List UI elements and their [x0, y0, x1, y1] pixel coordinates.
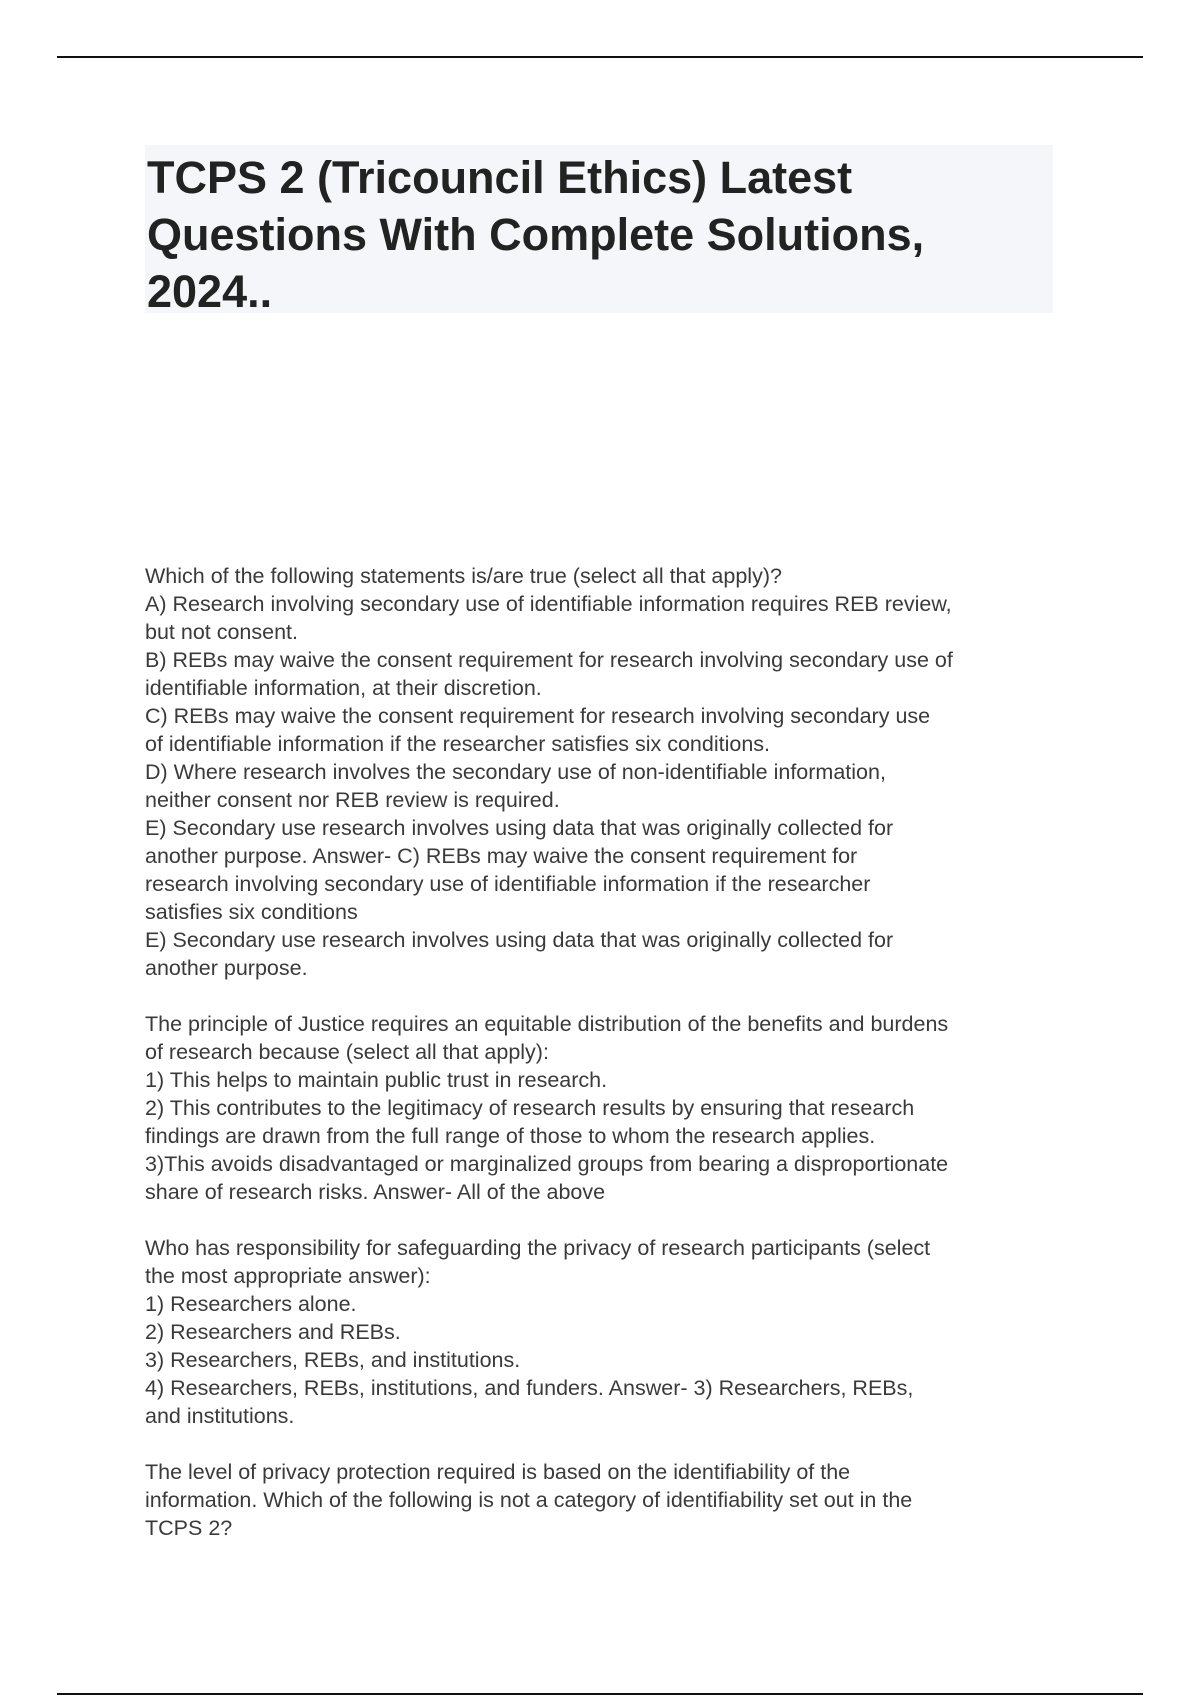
option-line: 1) This helps to maintain public trust in research. — [145, 1068, 608, 1092]
option-line: 3)This avoids disadvantaged or marginalized groups from bearing a disproportionate — [145, 1152, 949, 1176]
option-line: 2) This contributes to the legitimacy of research results by ensuring that research — [145, 1096, 915, 1120]
qa-block-secondary-use — [145, 562, 1057, 982]
answer-line: share of research risks. Answer- All of the above — [145, 1180, 606, 1204]
document-body — [145, 562, 1057, 1570]
question-text: The principle of Justice requires an equitable distribution of the benefits and burdens — [145, 1012, 949, 1036]
option-line: identifiable information, at their discretion. — [145, 676, 542, 700]
option-line: findings are drawn from the full range of those to whom the research applies. — [145, 1124, 876, 1148]
top-rule — [57, 56, 1143, 58]
question-text: The level of privacy protection required is based on the identifiability of the — [145, 1460, 851, 1484]
option-line: A) Research involving secondary use of identifiable information requires REB review, — [145, 592, 952, 616]
option-line: D) Where research involves the secondary use of non-identifiable information, — [145, 760, 886, 784]
question-text: Which of the following statements is/are true (select all that apply)? — [145, 564, 782, 588]
option-line: B) REBs may waive the consent requirement for research involving secondary use of — [145, 648, 953, 672]
answer-line: and institutions. — [145, 1404, 295, 1428]
option-line: E) Secondary use research involves using data that was originally collected for — [145, 816, 894, 840]
qa-block-identifiability — [145, 1458, 1057, 1542]
document-title — [147, 149, 1027, 320]
title-line-2: Questions With Complete Solutions, — [147, 209, 925, 260]
answer-line: E) Secondary use research involves using data that was originally collected for — [145, 928, 894, 952]
bottom-rule — [57, 1693, 1143, 1695]
qa-block-privacy-responsibility — [145, 1234, 1057, 1430]
title-line-1: TCPS 2 (Tricouncil Ethics) Latest — [147, 152, 853, 203]
question-text: the most appropriate answer): — [145, 1264, 431, 1288]
answer-line: another purpose. — [145, 956, 308, 980]
option-line: 1) Researchers alone. — [145, 1292, 357, 1316]
title-block — [145, 145, 1053, 317]
answer-line: another purpose. Answer- C) REBs may waive the consent requirement for — [145, 844, 858, 868]
question-text: TCPS 2? — [145, 1516, 233, 1540]
title-line-3: 2024.. — [147, 266, 273, 317]
qa-block-justice — [145, 1010, 1057, 1206]
option-line: neither consent nor REB review is required. — [145, 788, 560, 812]
answer-line: research involving secondary use of identifiable information if the researcher — [145, 872, 871, 896]
option-line: 2) Researchers and REBs. — [145, 1320, 401, 1344]
option-line: 3) Researchers, REBs, and institutions. — [145, 1348, 521, 1372]
answer-line: satisfies six conditions — [145, 900, 358, 924]
answer-line: 4) Researchers, REBs, institutions, and funders. Answer- 3) Researchers, REBs, — [145, 1376, 914, 1400]
option-line: but not consent. — [145, 620, 298, 644]
question-text: of research because (select all that apply): — [145, 1040, 549, 1064]
option-line: C) REBs may waive the consent requirement for research involving secondary use — [145, 704, 931, 728]
question-text: Who has responsibility for safeguarding the privacy of research participants (select — [145, 1236, 931, 1260]
question-text: information. Which of the following is not a category of identifiability set out in the — [145, 1488, 913, 1512]
option-line: of identifiable information if the researcher satisfies six conditions. — [145, 732, 771, 756]
